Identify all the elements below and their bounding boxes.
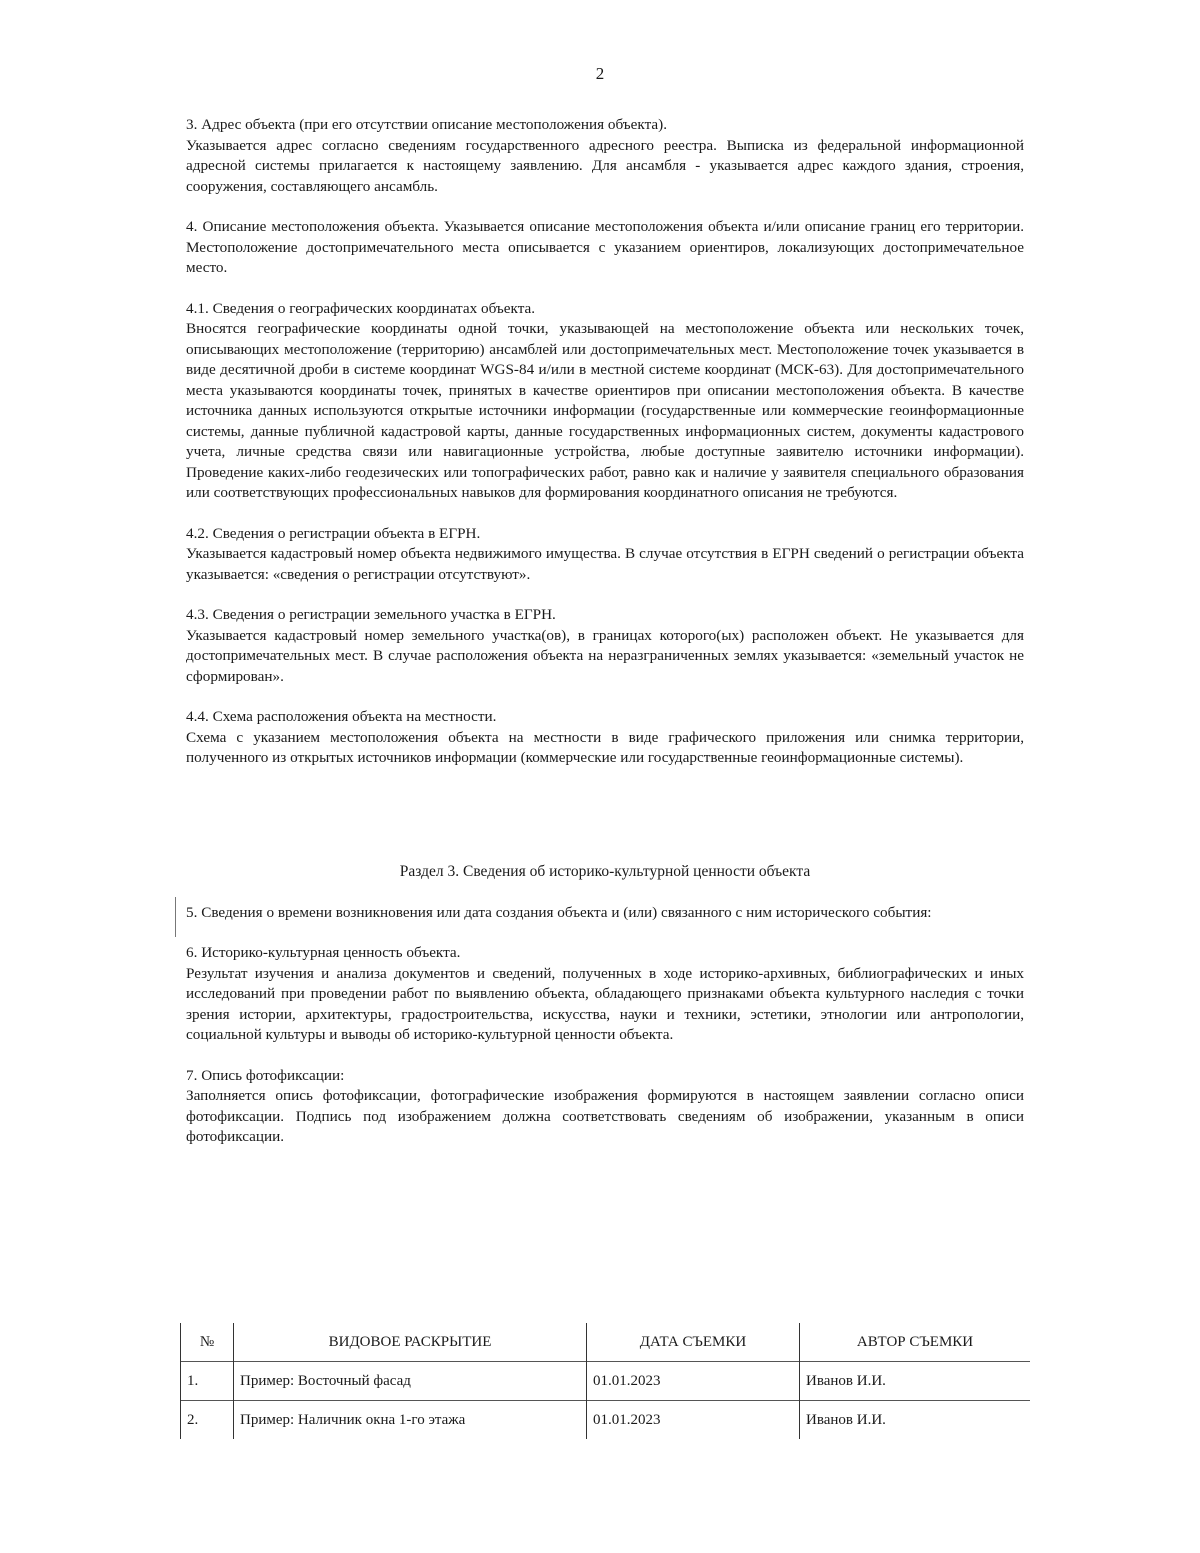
table-row [181,1362,1031,1401]
section-4-1-text: Вносятся географические координаты одной точки, указывающей на местоположение объекта или нескольких точек, описывающих местоположение (территорию) ансамблей или достопримечательных мест. Местоположение точек указывается в виде десятичной дроби в системе координат WGS-84 и/или в местной системе координат (МСК-63). Для достопримечательного места указываются координаты точек, принятых в качестве ориентиров при описании местоположения объекта. В качестве источника данных используются открытые источники информации (государственные или коммерческие геоинформационные системы, данные публичной кадастровой карты, данные государственных информационных систем, документы кадастрового учета, личные средства связи или навигационные устройства, любые доступные заявителю источники информации). Проведение каких-либо геодезических или топографических работ, равно как и наличие у заявителя специального образования или соответствующих профессиональных навыков для формирования координатного описания не требуются. [186,320,1024,501]
razdel-3-title: Раздел 3. Сведения об историко-культурной ценности объекта [399,862,811,880]
cell-author: Иванов И.И. [800,1401,1031,1440]
section-6-heading: 6. Историко-культурная ценность объекта. [186,944,461,961]
photo-inventory-table [180,1323,1030,1439]
cell-num: 2. [181,1401,234,1440]
header-view: ВИДОВОЕ РАСКРЫТИЕ [234,1323,587,1362]
section-4-4-text: Схема с указанием местоположения объекта на местности в виде графического приложения или снимка территории, полученного из открытых источников информации (коммерческие или государственные геоинформационные системы). [186,728,1024,766]
section-4-3-text: Указывается кадастровый номер земельного участка(ов), в границах которого(ых) расположен объект. Не указывается для достопримечательных мест. В случае расположения объекта на неразграниченных землях указывается: «земельный участок не сформирован». [186,626,1024,685]
table-header-row [181,1323,1031,1362]
section-7-heading: 7. Опись фотофиксации: [186,1066,345,1084]
section-4-3 [186,605,1024,687]
section-4-3-heading: 4.3. Сведения о регистрации земельного участка в ЕГРН. [186,606,556,623]
section-3-text: Указывается адрес согласно сведениям государственного адресного реестра. Выписка из федеральной информационной адресной системы прилагается к настоящему заявлению. Для ансамбля - указывается адрес каждого здания, строения, сооружения, составляющего ансамбль. [186,136,1024,195]
section-6-text: Результат изучения и анализа документов и сведений, полученных в ходе историко-архивных, библиографических и иных исследований при проведении работ по выявлению объекта, обладающего признаками объекта культурного наследия с точки зрения истории, архитектуры, градостроительства, искусства, науки и техники, эстетики, этнологии или антропологии, социальной культуры и выводы об историко-культурной ценности объекта. [186,964,1024,1043]
section-7-text: Заполняется опись фотофиксации, фотографические изображения формируются в настоящем заявлении согласно описи фотофиксации. Подпись под изображением должна соответствовать сведениям об изображении, указанным в описи фотофиксации. [186,1087,1024,1145]
cell-num: 1. [181,1362,234,1401]
header-num: № [181,1323,234,1362]
section-5-text: 5. Сведения о времени возникновения или дата создания объекта и (или) связанного с ним исторического события: [186,903,932,921]
table-row [181,1401,1031,1440]
section-6 [186,943,1024,1046]
section-3 [186,115,1024,197]
section-3-heading: 3. Адрес объекта (при его отсутствии описание местоположения объекта). [186,116,668,133]
margin-mark [175,897,176,937]
section-4 [186,217,1024,279]
cell-author: Иванов И.И. [800,1362,1031,1401]
header-author: АВТОР СЪЕМКИ [800,1323,1031,1362]
section-4-2-text: Указывается кадастровый номер объекта недвижимого имущества. В случае отсутствия в ЕГРН сведений о регистрации объекта указывается: «сведения о регистрации отсутствуют». [186,545,1024,583]
cell-date: 01.01.2023 [587,1362,800,1401]
section-4-text: 4. Описание местоположения объекта. Указывается описание местоположения объекта и/или описание границ его территории. Местоположение достопримечательного места описывается с указанием ориентиров, локализующих достопримечательное место. [186,218,1024,276]
section-5 [186,903,1024,924]
section-4-1 [186,299,1024,504]
section-4-2 [186,524,1024,586]
section-4-4 [186,707,1024,769]
page-number: 2 [595,64,605,83]
document-body [186,115,1024,1148]
section-4-1-heading: 4.1. Сведения о географических координатах объекта. [186,299,536,317]
cell-view: Пример: Наличник окна 1-го этажа [234,1401,587,1440]
section-7 [186,1066,1024,1148]
section-4-2-heading: 4.2. Сведения о регистрации объекта в ЕГРН. [186,524,481,542]
cell-view: Пример: Восточный фасад [234,1362,587,1401]
section-4-4-heading: 4.4. Схема расположения объекта на местности. [186,708,497,725]
cell-date: 01.01.2023 [587,1401,800,1440]
header-date: ДАТА СЪЕМКИ [587,1323,800,1362]
